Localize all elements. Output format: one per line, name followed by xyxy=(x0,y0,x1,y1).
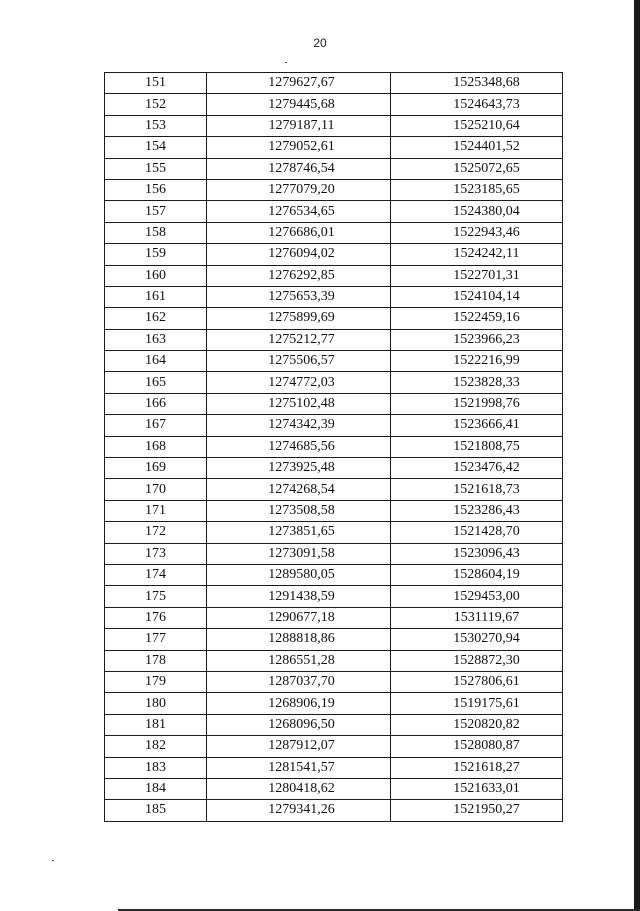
point-number-cell: 180 xyxy=(105,693,207,714)
x-coordinate-cell: 1289580,05 xyxy=(207,564,391,585)
coordinates-table xyxy=(104,72,563,822)
point-number-cell: 176 xyxy=(105,607,207,628)
y-coordinate-cell: 1527806,61 xyxy=(391,671,563,692)
y-coordinate-cell: 1524242,11 xyxy=(391,244,563,265)
y-coordinate-cell: 1520820,82 xyxy=(391,714,563,735)
x-coordinate-cell: 1276094,02 xyxy=(207,244,391,265)
x-coordinate-cell: 1279187,11 xyxy=(207,115,391,136)
table-row xyxy=(105,286,563,307)
y-coordinate-cell: 1525348,68 xyxy=(391,73,563,94)
point-number-cell: 156 xyxy=(105,179,207,200)
y-coordinate-cell: 1523666,41 xyxy=(391,415,563,436)
table-row xyxy=(105,757,563,778)
y-coordinate-cell: 1521808,75 xyxy=(391,436,563,457)
x-coordinate-cell: 1279052,61 xyxy=(207,137,391,158)
x-coordinate-cell: 1275899,69 xyxy=(207,308,391,329)
x-coordinate-cell: 1274685,56 xyxy=(207,436,391,457)
table-row xyxy=(105,308,563,329)
x-coordinate-cell: 1290677,18 xyxy=(207,607,391,628)
table-row xyxy=(105,158,563,179)
table-row xyxy=(105,629,563,650)
x-coordinate-cell: 1291438,59 xyxy=(207,586,391,607)
y-coordinate-cell: 1528604,19 xyxy=(391,564,563,585)
x-coordinate-cell: 1279627,67 xyxy=(207,73,391,94)
point-number-cell: 183 xyxy=(105,757,207,778)
coordinates-table-body xyxy=(105,73,563,822)
point-number-cell: 166 xyxy=(105,393,207,414)
y-coordinate-cell: 1524380,04 xyxy=(391,201,563,222)
x-coordinate-cell: 1275653,39 xyxy=(207,286,391,307)
y-coordinate-cell: 1524104,14 xyxy=(391,286,563,307)
table-row xyxy=(105,714,563,735)
x-coordinate-cell: 1281541,57 xyxy=(207,757,391,778)
table-row xyxy=(105,607,563,628)
point-number-cell: 159 xyxy=(105,244,207,265)
table-row xyxy=(105,415,563,436)
x-coordinate-cell: 1274268,54 xyxy=(207,479,391,500)
y-coordinate-cell: 1522216,99 xyxy=(391,351,563,372)
y-coordinate-cell: 1525072,65 xyxy=(391,158,563,179)
table-row xyxy=(105,436,563,457)
table-row xyxy=(105,222,563,243)
x-coordinate-cell: 1276686,01 xyxy=(207,222,391,243)
point-number-cell: 169 xyxy=(105,458,207,479)
y-coordinate-cell: 1523185,65 xyxy=(391,179,563,200)
table-row xyxy=(105,351,563,372)
point-number-cell: 170 xyxy=(105,479,207,500)
x-coordinate-cell: 1276534,65 xyxy=(207,201,391,222)
point-number-cell: 163 xyxy=(105,329,207,350)
table-row xyxy=(105,244,563,265)
point-number-cell: 185 xyxy=(105,800,207,821)
scan-speck xyxy=(52,860,54,861)
y-coordinate-cell: 1529453,00 xyxy=(391,586,563,607)
x-coordinate-cell: 1286551,28 xyxy=(207,650,391,671)
table-row xyxy=(105,586,563,607)
x-coordinate-cell: 1277079,20 xyxy=(207,179,391,200)
x-coordinate-cell: 1268096,50 xyxy=(207,714,391,735)
y-coordinate-cell: 1521428,70 xyxy=(391,522,563,543)
point-number-cell: 162 xyxy=(105,308,207,329)
point-number-cell: 153 xyxy=(105,115,207,136)
table-row xyxy=(105,372,563,393)
x-coordinate-cell: 1268906,19 xyxy=(207,693,391,714)
table-row xyxy=(105,201,563,222)
table-row xyxy=(105,458,563,479)
table-row xyxy=(105,736,563,757)
point-number-cell: 179 xyxy=(105,671,207,692)
table-row xyxy=(105,778,563,799)
table-row xyxy=(105,693,563,714)
point-number-cell: 173 xyxy=(105,543,207,564)
point-number-cell: 182 xyxy=(105,736,207,757)
y-coordinate-cell: 1523286,43 xyxy=(391,500,563,521)
x-coordinate-cell: 1274772,03 xyxy=(207,372,391,393)
y-coordinate-cell: 1531119,67 xyxy=(391,607,563,628)
point-number-cell: 164 xyxy=(105,351,207,372)
point-number-cell: 165 xyxy=(105,372,207,393)
x-coordinate-cell: 1273091,58 xyxy=(207,543,391,564)
point-number-cell: 171 xyxy=(105,500,207,521)
table-row xyxy=(105,137,563,158)
point-number-cell: 175 xyxy=(105,586,207,607)
table-row xyxy=(105,500,563,521)
x-coordinate-cell: 1279341,26 xyxy=(207,800,391,821)
point-number-cell: 160 xyxy=(105,265,207,286)
table-row xyxy=(105,800,563,821)
table-row xyxy=(105,522,563,543)
y-coordinate-cell: 1522459,16 xyxy=(391,308,563,329)
scan-speck xyxy=(285,62,287,63)
point-number-cell: 151 xyxy=(105,73,207,94)
x-coordinate-cell: 1287037,70 xyxy=(207,671,391,692)
y-coordinate-cell: 1528080,87 xyxy=(391,736,563,757)
x-coordinate-cell: 1275212,77 xyxy=(207,329,391,350)
point-number-cell: 158 xyxy=(105,222,207,243)
y-coordinate-cell: 1524643,73 xyxy=(391,94,563,115)
point-number-cell: 152 xyxy=(105,94,207,115)
point-number-cell: 167 xyxy=(105,415,207,436)
y-coordinate-cell: 1522943,46 xyxy=(391,222,563,243)
x-coordinate-cell: 1273925,48 xyxy=(207,458,391,479)
y-coordinate-cell: 1522701,31 xyxy=(391,265,563,286)
point-number-cell: 157 xyxy=(105,201,207,222)
page-number: 20 xyxy=(313,36,327,50)
point-number-cell: 172 xyxy=(105,522,207,543)
table-row xyxy=(105,671,563,692)
y-coordinate-cell: 1519175,61 xyxy=(391,693,563,714)
point-number-cell: 168 xyxy=(105,436,207,457)
table-row xyxy=(105,393,563,414)
y-coordinate-cell: 1523828,33 xyxy=(391,372,563,393)
table-row xyxy=(105,479,563,500)
x-coordinate-cell: 1279445,68 xyxy=(207,94,391,115)
y-coordinate-cell: 1523476,42 xyxy=(391,458,563,479)
y-coordinate-cell: 1521950,27 xyxy=(391,800,563,821)
point-number-cell: 178 xyxy=(105,650,207,671)
point-number-cell: 177 xyxy=(105,629,207,650)
table-row xyxy=(105,265,563,286)
x-coordinate-cell: 1273508,58 xyxy=(207,500,391,521)
x-coordinate-cell: 1278746,54 xyxy=(207,158,391,179)
table-row xyxy=(105,115,563,136)
x-coordinate-cell: 1274342,39 xyxy=(207,415,391,436)
y-coordinate-cell: 1523966,23 xyxy=(391,329,563,350)
x-coordinate-cell: 1280418,62 xyxy=(207,778,391,799)
point-number-cell: 174 xyxy=(105,564,207,585)
x-coordinate-cell: 1276292,85 xyxy=(207,265,391,286)
x-coordinate-cell: 1275102,48 xyxy=(207,393,391,414)
table-row xyxy=(105,73,563,94)
y-coordinate-cell: 1521618,73 xyxy=(391,479,563,500)
point-number-cell: 154 xyxy=(105,137,207,158)
y-coordinate-cell: 1530270,94 xyxy=(391,629,563,650)
point-number-cell: 161 xyxy=(105,286,207,307)
table-row xyxy=(105,543,563,564)
scan-border-right xyxy=(634,0,640,911)
x-coordinate-cell: 1288818,86 xyxy=(207,629,391,650)
table-row xyxy=(105,94,563,115)
x-coordinate-cell: 1275506,57 xyxy=(207,351,391,372)
y-coordinate-cell: 1521998,76 xyxy=(391,393,563,414)
y-coordinate-cell: 1524401,52 xyxy=(391,137,563,158)
y-coordinate-cell: 1523096,43 xyxy=(391,543,563,564)
x-coordinate-cell: 1287912,07 xyxy=(207,736,391,757)
y-coordinate-cell: 1521618,27 xyxy=(391,757,563,778)
point-number-cell: 184 xyxy=(105,778,207,799)
y-coordinate-cell: 1521633,01 xyxy=(391,778,563,799)
table-row xyxy=(105,329,563,350)
point-number-cell: 181 xyxy=(105,714,207,735)
table-row xyxy=(105,179,563,200)
table-row xyxy=(105,564,563,585)
y-coordinate-cell: 1525210,64 xyxy=(391,115,563,136)
point-number-cell: 155 xyxy=(105,158,207,179)
y-coordinate-cell: 1528872,30 xyxy=(391,650,563,671)
table-row xyxy=(105,650,563,671)
x-coordinate-cell: 1273851,65 xyxy=(207,522,391,543)
